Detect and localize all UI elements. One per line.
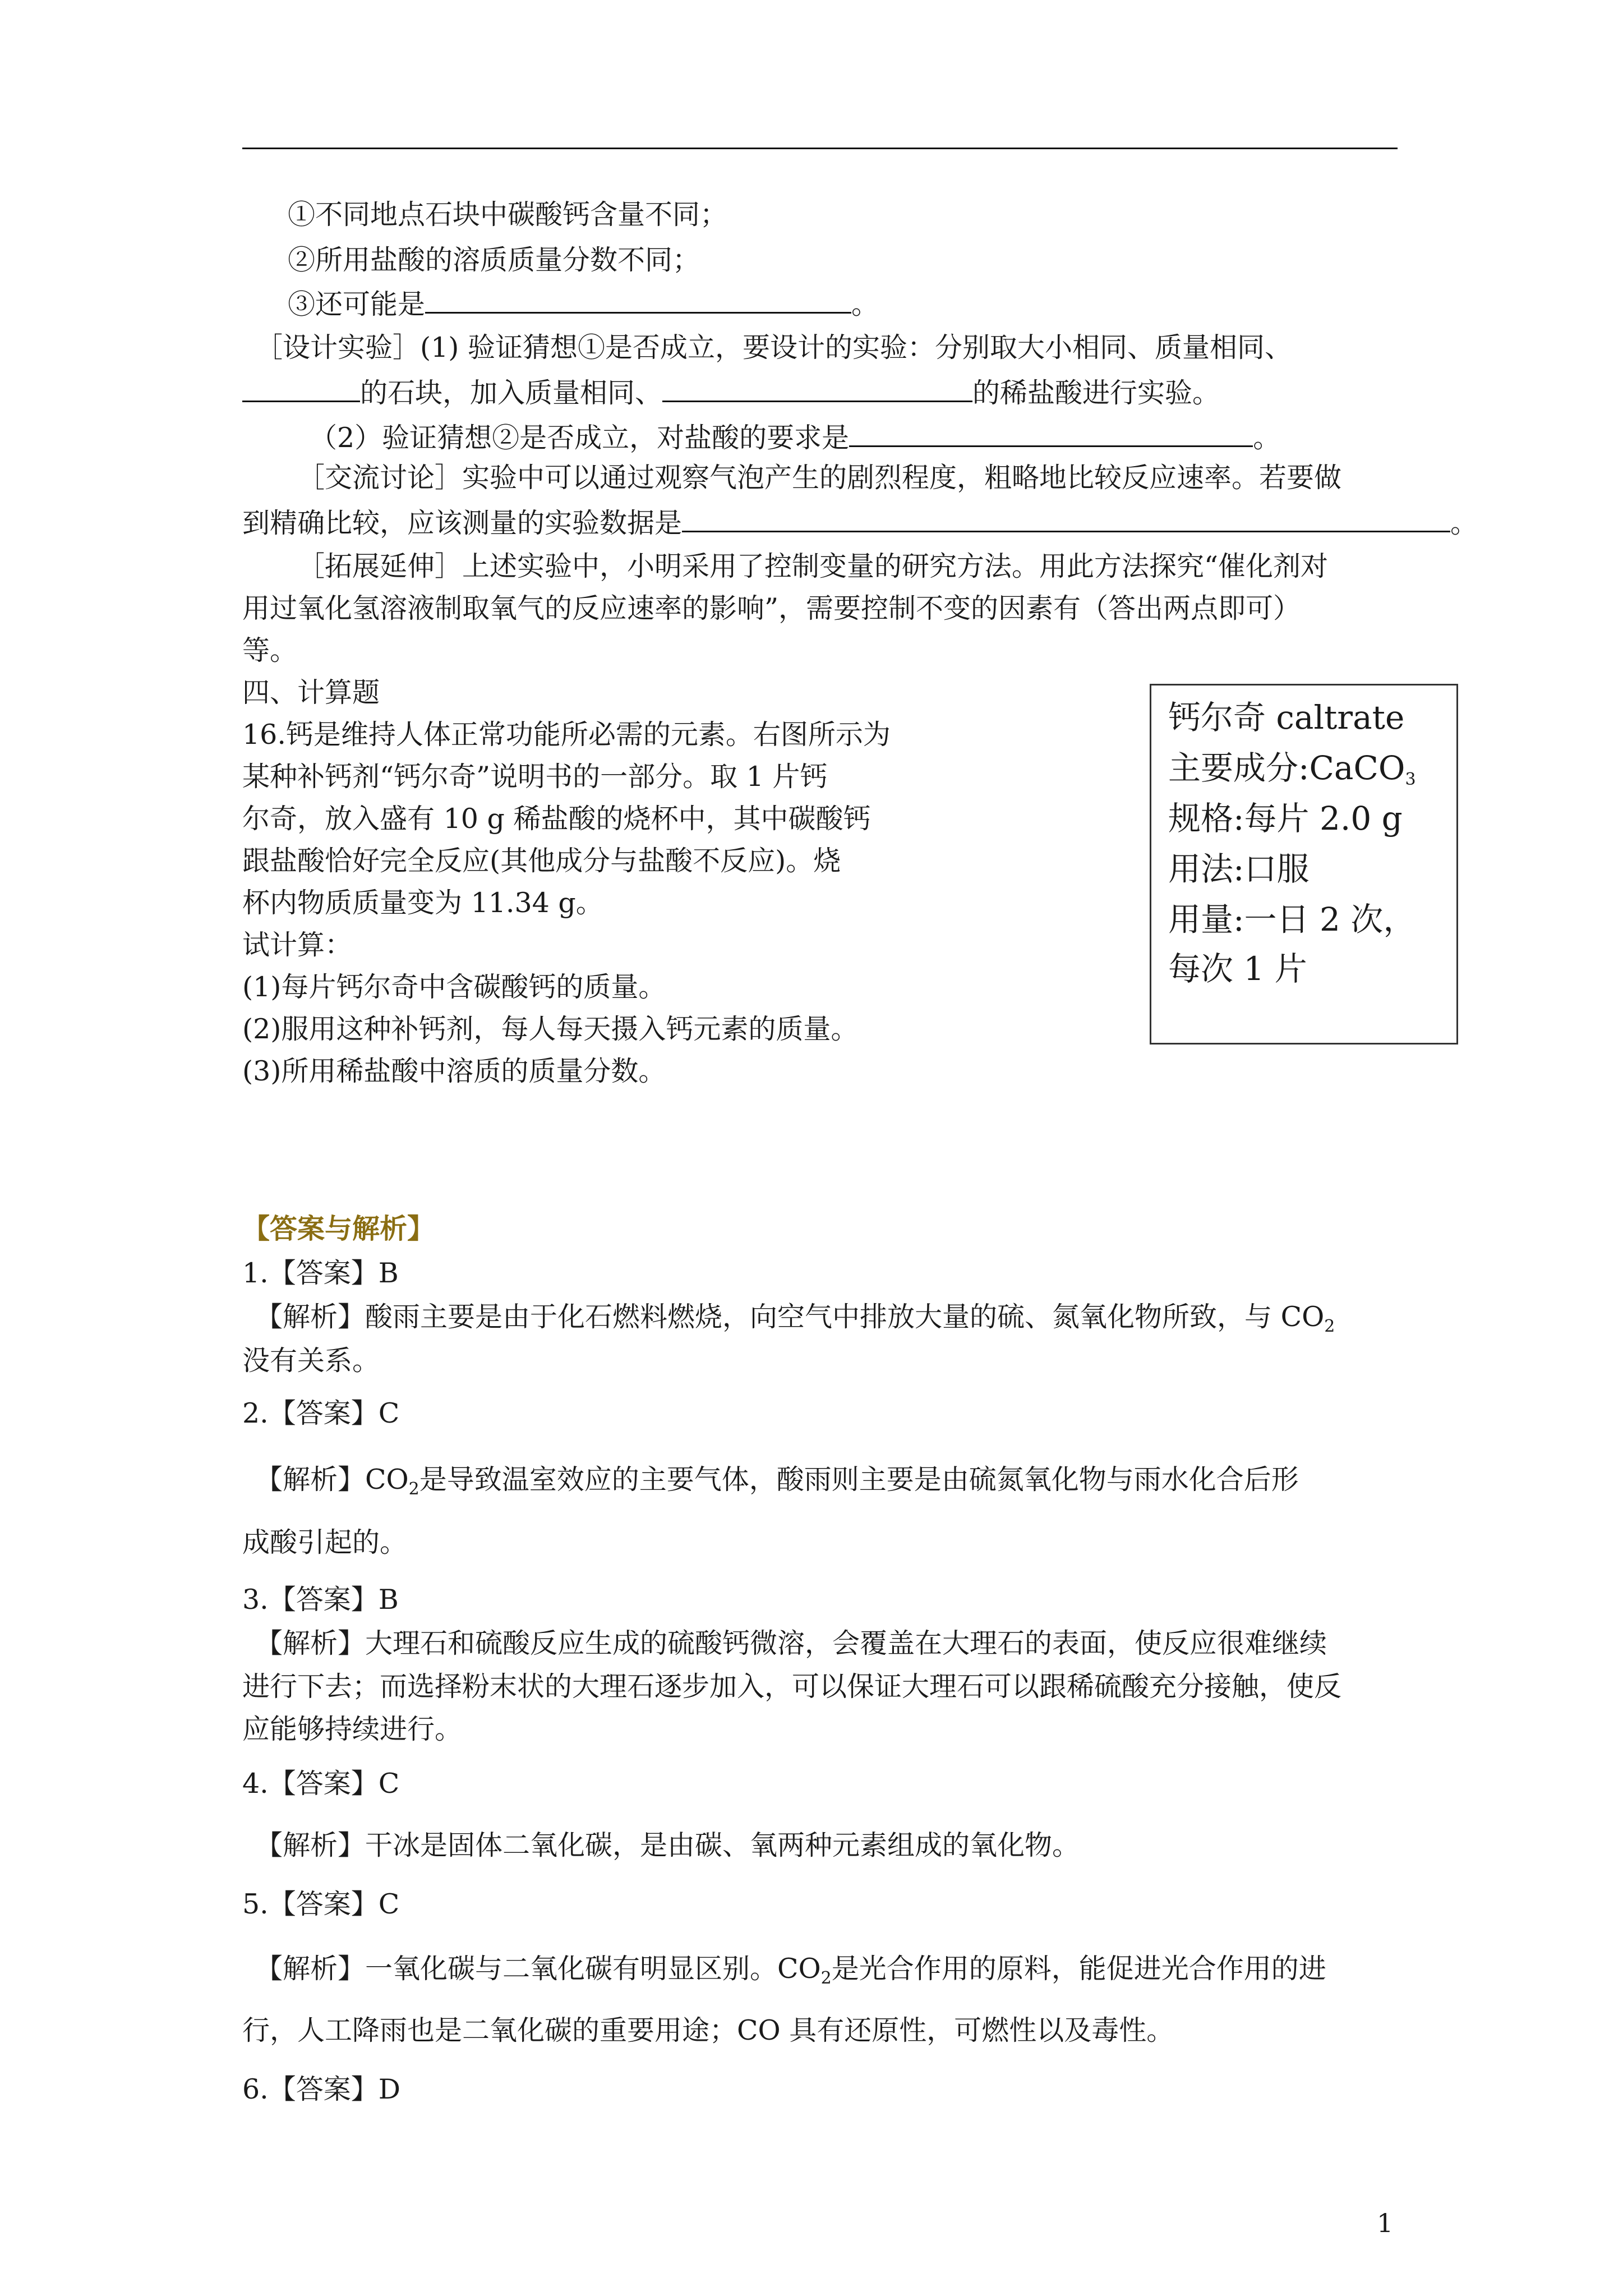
explanation-text: 【解析】一氧化碳与二氧化碳有明显区别。CO [255,1953,821,1985]
explanation-line: 行，人工降雨也是二氧化碳的重要用途；CO 具有还原性，可燃性以及毒性。 [242,2014,1174,2046]
label-subscript: 3 [1405,770,1416,789]
design-line-2 [242,376,1220,410]
answer-line: 2.【答案】C [242,1397,400,1429]
answer-blank[interactable] [242,376,360,402]
label-line [1168,748,1416,788]
explanation-line: 没有关系。 [242,1345,380,1377]
design-line-2-mid: 的石块，加入质量相同、 [360,377,663,409]
label-line: 钙尔奇 caltrate [1168,698,1405,737]
extend-line-1: ［拓展延伸］上述实验中，小明采用了控制变量的研究方法。用此方法探究“催化剂对 [297,550,1329,582]
answer-line: 1.【答案】B [242,1257,399,1289]
header-rule [242,148,1398,149]
explanation-line [255,1952,1326,1986]
design-line-3 [310,421,1280,455]
discuss-line-2 [242,506,1478,540]
question-line: (2)服用这种补钙剂，每人每天摄入钙元素的质量。 [242,1013,859,1045]
explanation-line: 成酸引起的。 [242,1526,408,1558]
question-line: 某种补钙剂“钙尔奇”说明书的一部分。取 1 片钙 [242,761,828,793]
extend-line-2: 用过氧化氢溶液制取氧气的反应速率的影响”，需要控制不变的因素有（答出两点即可） [242,592,1301,624]
page-number: 1 [1377,2208,1394,2238]
question-line: 尔奇，放入盛有 10 g 稀盐酸的烧杯中，其中碳酸钙 [242,803,871,835]
subscript: 2 [408,1479,419,1499]
explanation-text: 是导致温室效应的主要气体，酸雨则主要是由硫氮氧化物与雨水化合后形 [419,1464,1299,1496]
design-line-3-end: 。 [1253,422,1281,454]
question-line: 杯内物质质量变为 11.34 g。 [242,887,603,919]
explanation-line [255,1463,1299,1497]
explanation-text: 【解析】CO [255,1464,409,1496]
label-line: 每次 1 片 [1168,950,1307,988]
design-line-2-end: 的稀盐酸进行实验。 [972,377,1220,409]
question-line: 16.钙是维持人体正常功能所必需的元素。右图所示为 [242,719,891,751]
design-line-1: ［设计实验］(1) 验证猜想①是否成立，要设计的实验：分别取大小相同、质量相同、 [255,332,1292,364]
answer-line: 5.【答案】C [242,1888,400,1920]
hypothesis-3-end: 。 [851,288,879,320]
hypothesis-3-text: ③还可能是 [288,288,426,320]
explanation-line: 进行下去；而选择粉末状的大理石逐步加入，可以保证大理石可以跟稀硫酸充分接触，使反 [242,1671,1342,1703]
explanation-line: 应能够持续进行。 [242,1713,463,1745]
question-line: (3)所用稀盐酸中溶质的质量分数。 [242,1055,666,1087]
answer-blank[interactable] [425,287,851,314]
explanation-line: 【解析】干冰是固体二氧化碳，是由碳、氧两种元素组成的氧化物。 [255,1829,1080,1861]
explanation-line [255,1300,1335,1334]
answers-title: 【答案与解析】 [242,1212,435,1245]
label-line: 用法:口服 [1168,850,1310,888]
hypothesis-2: ②所用盐酸的溶质质量分数不同； [288,244,700,276]
discuss-line-1: ［交流讨论］实验中可以通过观察气泡产生的剧烈程度，粗略地比较反应速率。若要做 [297,462,1342,494]
question-line: 跟盐酸恰好完全反应(其他成分与盐酸不反应)。烧 [242,845,841,877]
subscript: 2 [1324,1317,1335,1336]
hypothesis-1: ①不同地点石块中碳酸钙含量不同； [288,199,728,231]
subscript: 2 [820,1968,832,1988]
answer-blank[interactable] [682,506,1450,532]
question-line: (1)每片钙尔奇中含碳酸钙的质量。 [242,971,666,1003]
explanation-text: 【解析】酸雨主要是由于化石燃料燃烧，向空气中排放大量的硫、氮氧化物所致，与 CO [255,1301,1325,1333]
design-line-3-text: （2）验证猜想②是否成立，对盐酸的要求是 [310,422,850,454]
discuss-line-2-end: 。 [1450,507,1478,539]
question-line: 试计算： [242,929,353,961]
discuss-line-2-text: 到精确比较，应该测量的实验数据是 [242,507,683,539]
answer-line: 6.【答案】D [242,2073,401,2105]
hypothesis-3 [288,287,879,321]
answer-line: 3.【答案】B [242,1584,399,1616]
product-label-box [1150,684,1458,1045]
section-heading: 四、计算题 [242,677,380,708]
answer-line: 4.【答案】C [242,1768,400,1800]
label-line: 用量:一日 2 次， [1168,900,1416,938]
answer-blank[interactable] [849,421,1253,447]
answer-blank[interactable] [662,376,972,402]
extend-line-3: 等。 [242,634,298,666]
label-formula: 主要成分:CaCO [1168,749,1405,787]
label-line: 规格:每片 2.0 g [1168,799,1403,838]
explanation-line: 【解析】大理石和硫酸反应生成的硫酸钙微溶，会覆盖在大理石的表面，使反应很难继续 [255,1627,1327,1659]
explanation-text: 是光合作用的原料，能促进光合作用的进 [831,1953,1326,1985]
